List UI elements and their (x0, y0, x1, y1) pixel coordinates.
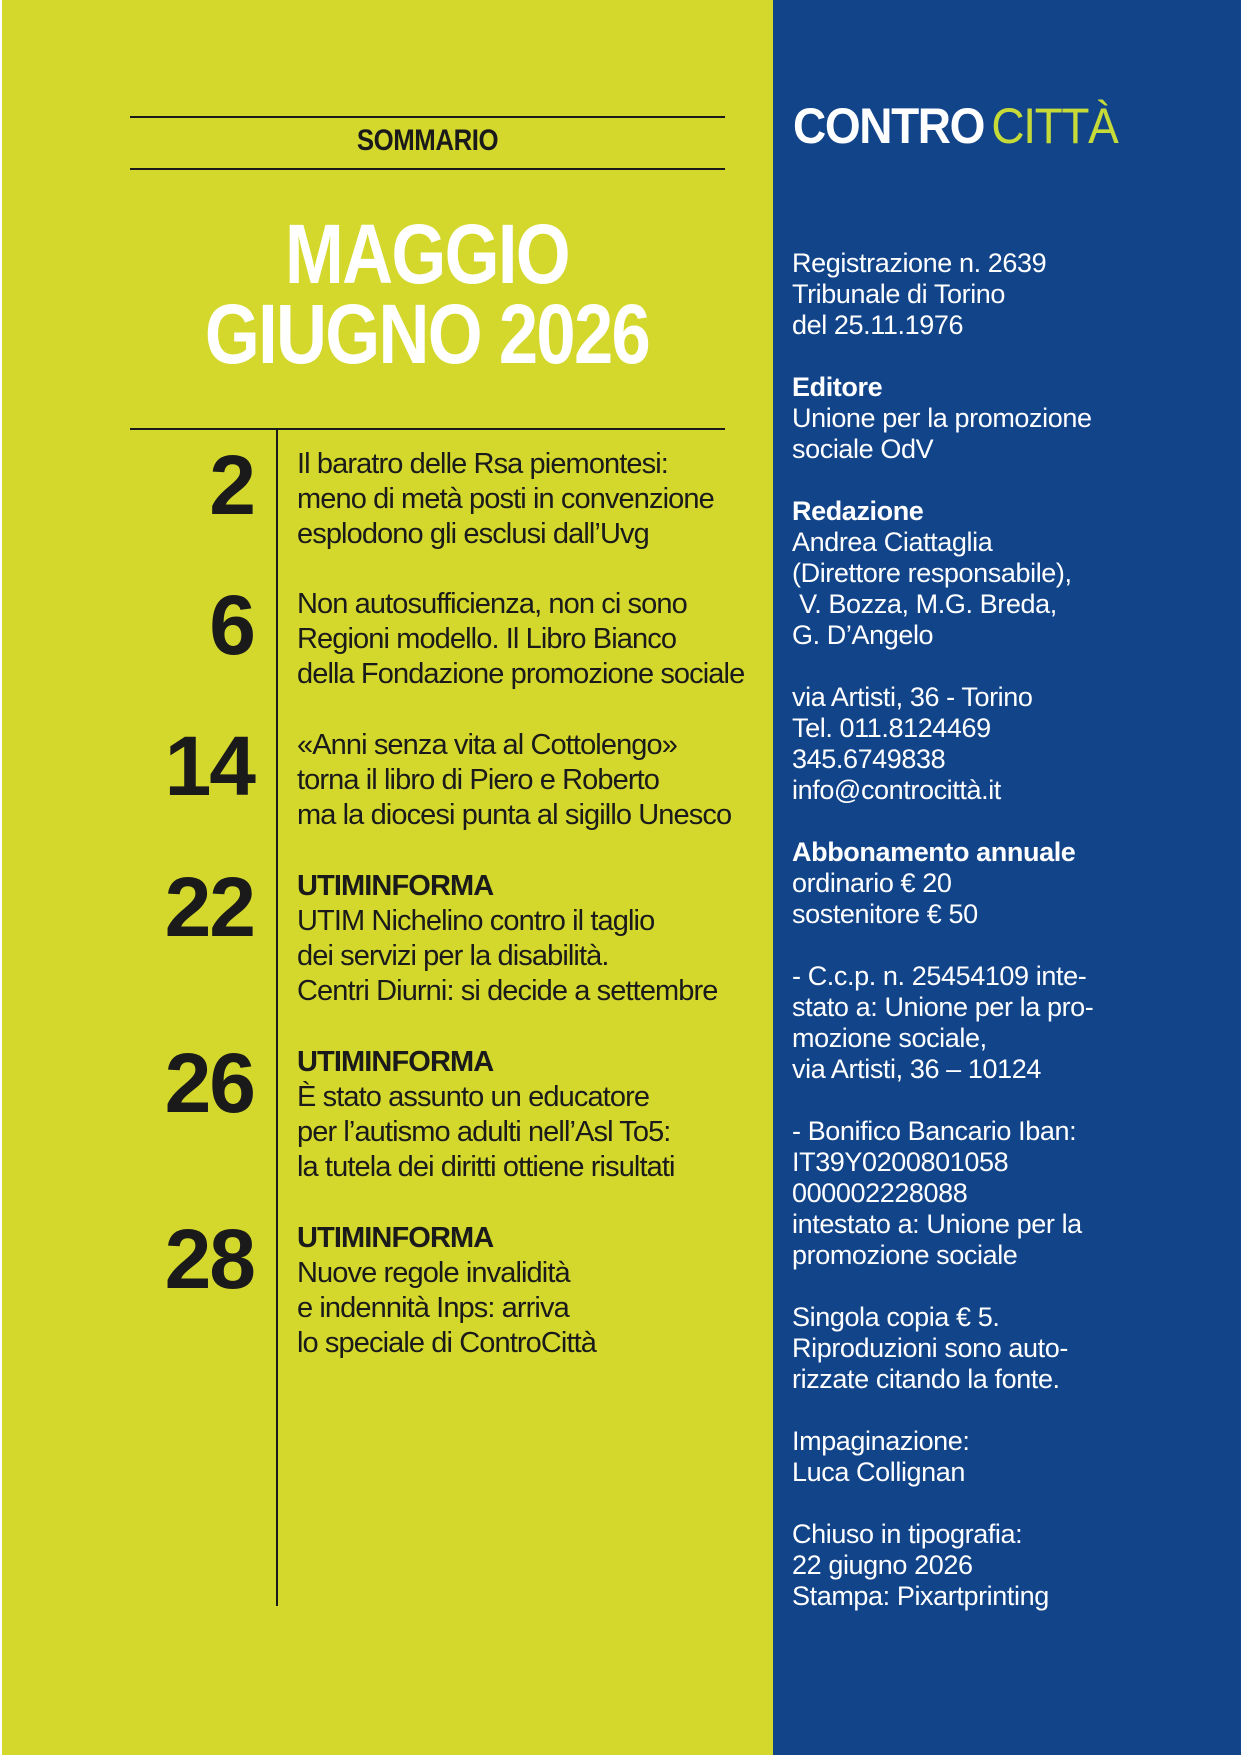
publisher-heading: Editore (792, 372, 883, 402)
entry-line: dei servizi per la disabilità. (297, 940, 609, 972)
info-line: stato a: Unione per la pro- (792, 992, 1094, 1022)
issue-title-line1: MAGGIO (285, 207, 569, 301)
info-line: Riproduzioni sono auto- (792, 1333, 1068, 1363)
divider-under-label (130, 168, 725, 170)
entry-line: per l’autismo adulti nell’Asl To5: (297, 1116, 671, 1148)
entry-kicker: UTIMINFORMA (297, 1046, 494, 1078)
summary-panel (2, 0, 773, 1755)
info-line: Impaginazione: (792, 1426, 970, 1456)
info-line: ordinario € 20 (792, 868, 952, 898)
controcitta-logo (793, 96, 1117, 156)
entry-line: «Anni senza vita al Cottolengo» (297, 729, 677, 761)
info-line: Stampa: Pixartprinting (792, 1581, 1049, 1611)
info-line: - C.c.p. n. 25454109 inte- (792, 961, 1087, 991)
entry-line: Centri Diurni: si decide a settembre (297, 975, 718, 1007)
info-line: Unione per la promozione (792, 403, 1092, 433)
entry-line: Nuove regole invalidità (297, 1257, 570, 1289)
entry-line: e indennità Inps: arriva (297, 1292, 569, 1324)
entry-kicker: UTIMINFORMA (297, 870, 494, 902)
entry-line: ma la diocesi punta al sigillo Unesco (297, 799, 732, 831)
info-line: 000002228088 (792, 1178, 968, 1208)
info-line: Tribunale di Torino (792, 279, 1006, 309)
printing-block (792, 1519, 1232, 1612)
info-line: sostenitore € 50 (792, 899, 978, 929)
email-link[interactable]: info@controcittà.it (792, 775, 1001, 805)
page-number: 26 (164, 1036, 254, 1130)
entry-line: meno di metà posti in convenzione (297, 483, 714, 515)
entry-line: la tutela dei diritti ottiene risultati (297, 1151, 675, 1183)
entry-text (297, 1045, 787, 1185)
entry-text (297, 447, 787, 552)
masthead-panel (773, 0, 1241, 1755)
subscription-heading: Abbonamento annuale (792, 837, 1076, 867)
info-line: promozione sociale (792, 1240, 1018, 1270)
entry-line: Regioni modello. Il Libro Bianco (297, 623, 677, 655)
issue-title (154, 207, 700, 381)
info-line: intestato a: Unione per la (792, 1209, 1082, 1239)
ccp-block (792, 961, 1232, 1085)
info-line: Luca Collignan (792, 1457, 966, 1487)
entry-text (297, 587, 787, 692)
masthead-info (792, 248, 1232, 1643)
entry-text (297, 869, 787, 1009)
logo-part-citta: CITTÀ (991, 98, 1118, 154)
entry-text (297, 728, 787, 833)
phone[interactable]: Tel. 011.8124469 (792, 713, 991, 743)
summary-label: SOMMARIO (356, 124, 499, 157)
entry-line: torna il libro di Piero e Roberto (297, 764, 659, 796)
info-line: Chiuso in tipografia: (792, 1519, 1023, 1549)
editorial-block (792, 496, 1232, 651)
page-number: 6 (209, 578, 254, 672)
page-number: 22 (164, 860, 254, 954)
entry-line: È stato assunto un educatore (297, 1081, 650, 1113)
entry-line: UTIM Nichelino contro il taglio (297, 905, 655, 937)
subscription-block (792, 837, 1232, 930)
info-line: sociale OdV (792, 434, 934, 464)
entry-kicker: UTIMINFORMA (297, 1222, 494, 1254)
info-line: Registrazione n. 2639 (792, 248, 1047, 278)
copy-block (792, 1302, 1232, 1395)
info-line: Andrea Ciattaglia (792, 527, 993, 557)
info-line: G. D’Angelo (792, 620, 934, 650)
info-line: del 25.11.1976 (792, 310, 964, 340)
contacts-block (792, 682, 1232, 806)
divider-above-entries (130, 428, 725, 430)
entry-line: Non autosufficienza, non ci sono (297, 588, 687, 620)
info-line: mozione sociale, (792, 1023, 987, 1053)
registration-block (792, 248, 1232, 341)
info-line: 22 giugno 2026 (792, 1550, 973, 1580)
info-line: (Direttore responsabile), (792, 558, 1072, 588)
entry-line: della Fondazione promozione sociale (297, 658, 745, 690)
vertical-divider (276, 428, 278, 1606)
page-number: 28 (164, 1212, 254, 1306)
entry-text (297, 1221, 787, 1361)
info-line: - Bonifico Bancario Iban: (792, 1116, 1077, 1146)
info-line: Singola copia € 5. (792, 1302, 1000, 1332)
publisher-block (792, 372, 1232, 465)
address: via Artisti, 36 - Torino (792, 682, 1033, 712)
entry-line: Il baratro delle Rsa piemontesi: (297, 448, 668, 480)
bank-block (792, 1116, 1232, 1271)
layout-credit-block (792, 1426, 1232, 1488)
info-line: IT39Y0200801058 (792, 1147, 1009, 1177)
info-line: via Artisti, 36 – 10124 (792, 1054, 1041, 1084)
mobile-phone[interactable]: 345.6749838 (792, 744, 946, 774)
entry-line: lo speciale di ControCittà (297, 1327, 596, 1359)
divider-top (130, 116, 725, 118)
page-number: 14 (164, 719, 254, 813)
info-line: V. Bozza, M.G. Breda, (792, 589, 1057, 619)
info-line: rizzate citando la fonte. (792, 1364, 1060, 1394)
logo-part-contro: CONTRO (793, 98, 985, 154)
page-number: 2 (209, 438, 254, 532)
editorial-heading: Redazione (792, 496, 924, 526)
entry-line: esplodono gli esclusi dall’Uvg (297, 518, 649, 550)
issue-title-line2: GIUGNO 2026 (204, 287, 650, 381)
